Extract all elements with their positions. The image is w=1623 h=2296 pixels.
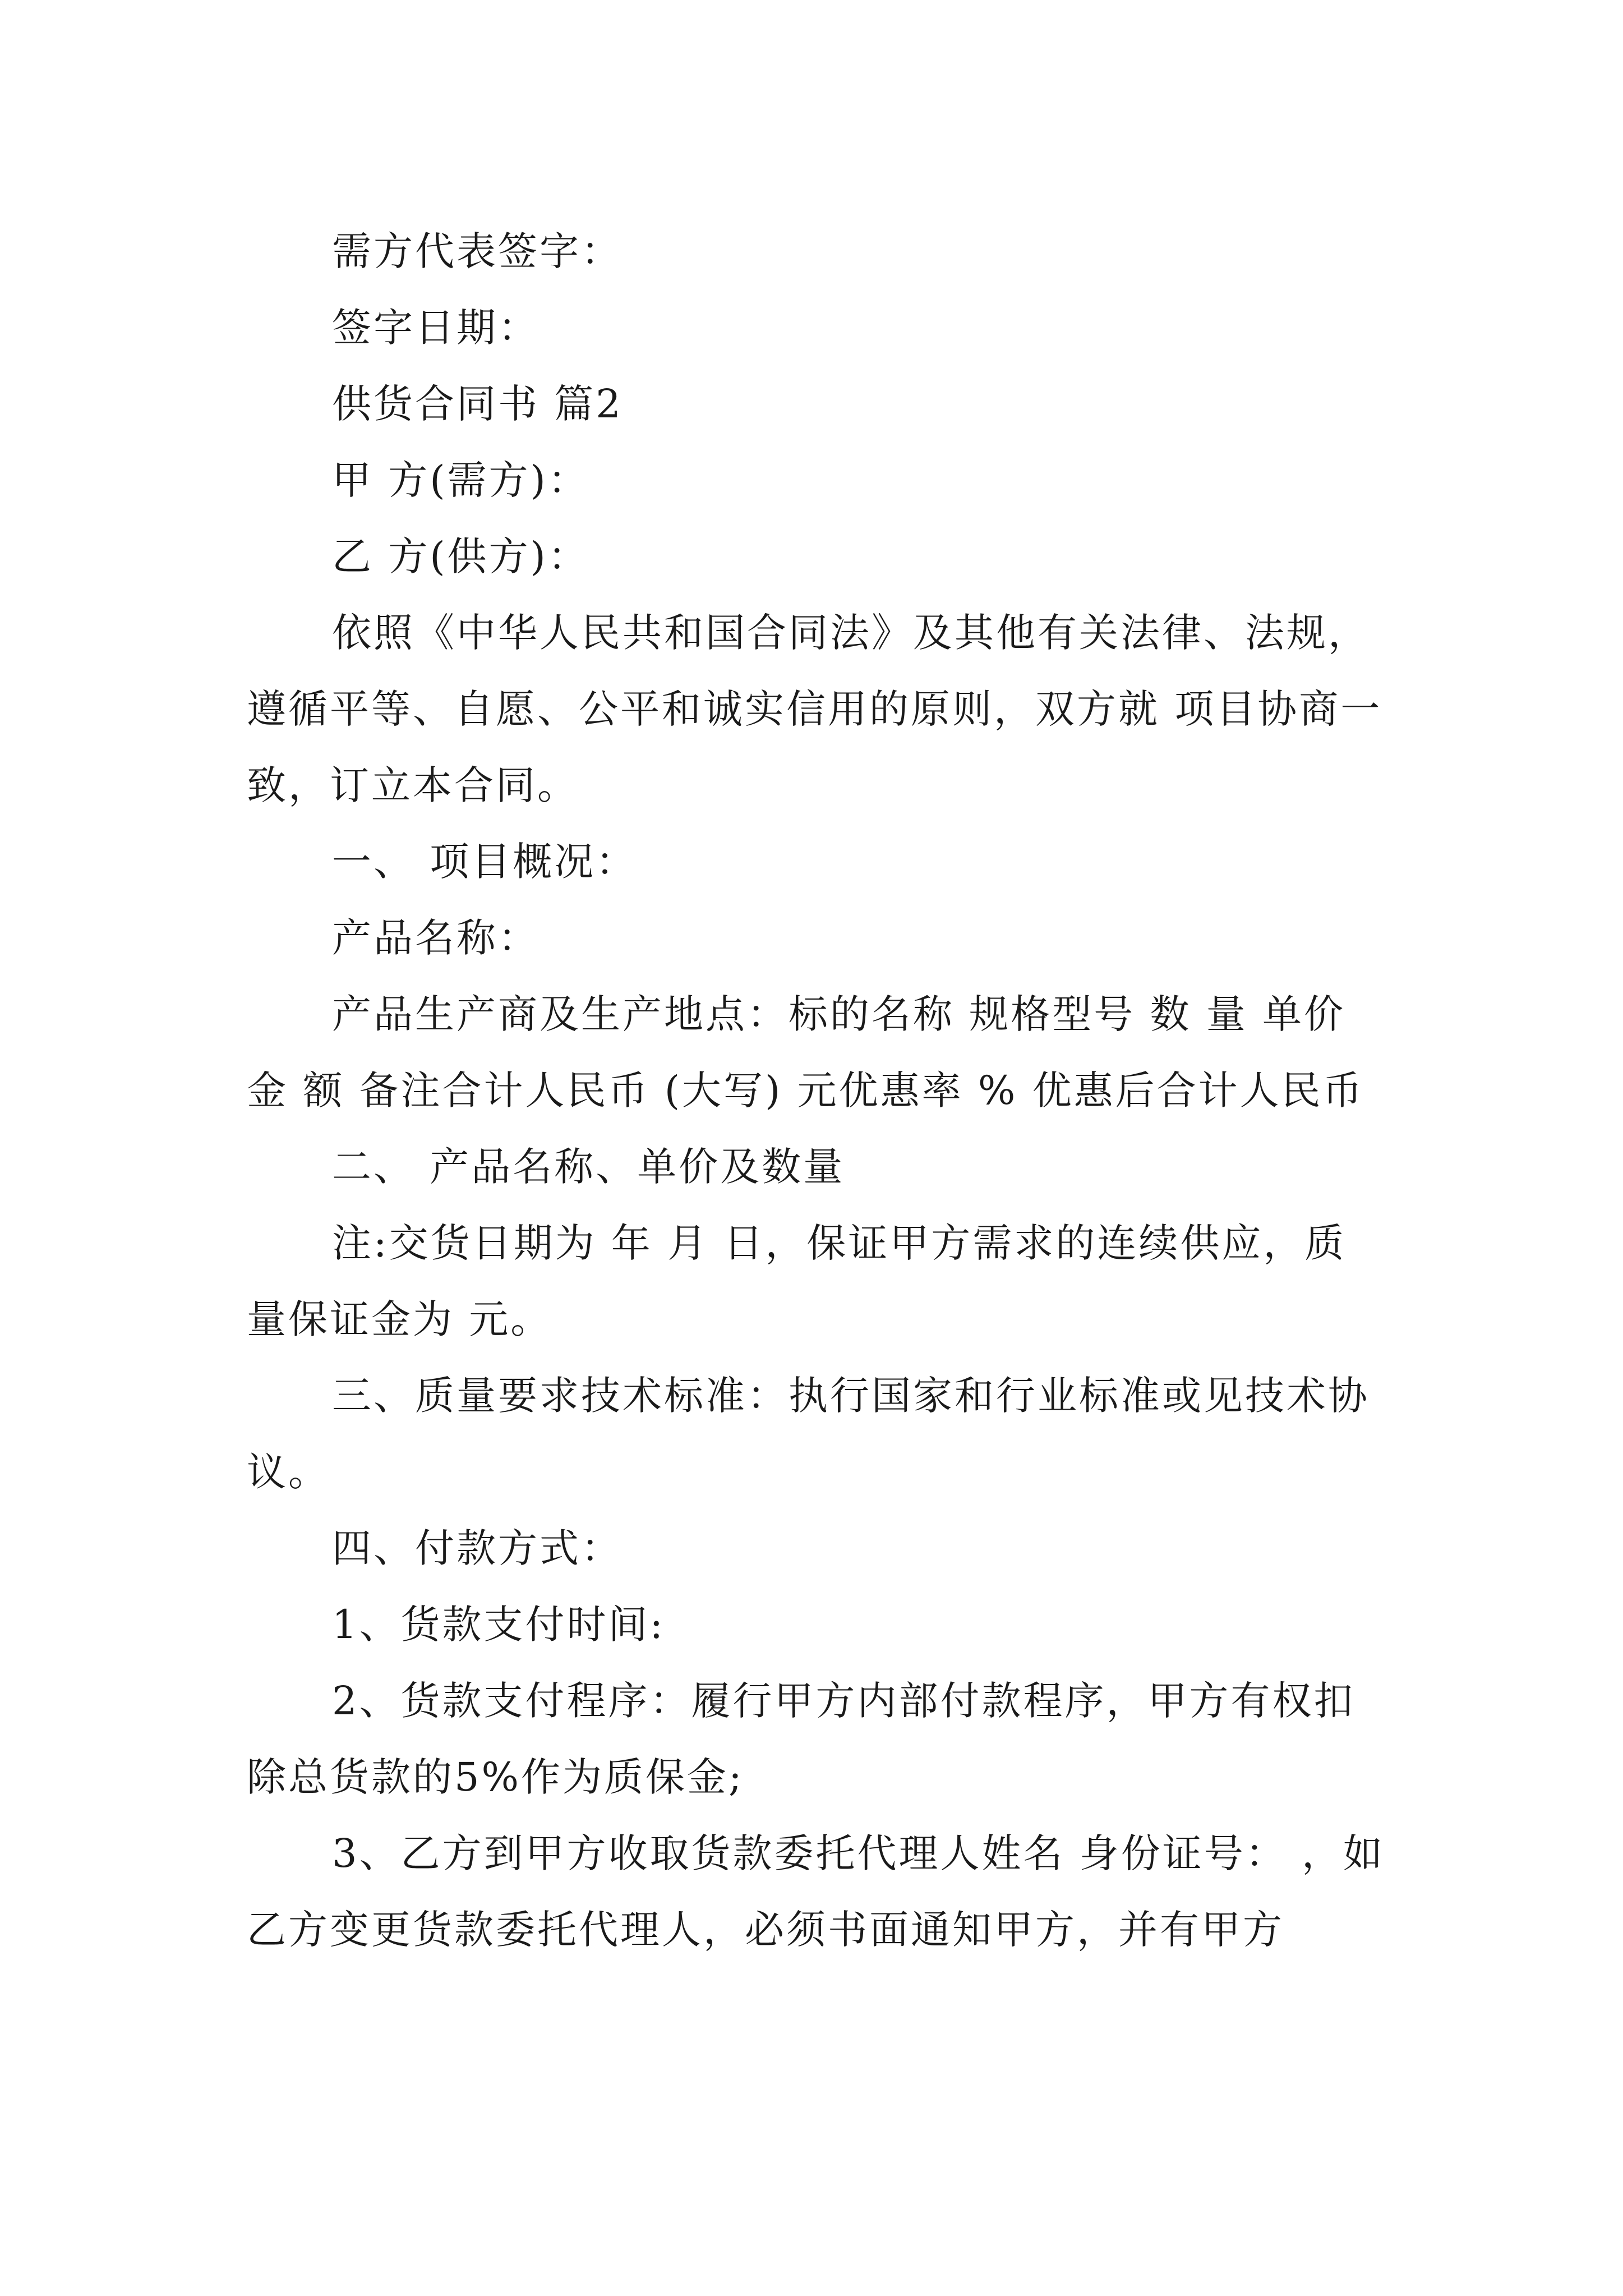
section-4-heading: 四、付款方式： — [332, 1525, 623, 1571]
payment-item-2: 2、货款支付程序：履行甲方内部付款程序，甲方有权扣除总货款的5%作为质保金; — [247, 1678, 1355, 1800]
party-b-line: 乙 方(供方)： — [332, 533, 589, 579]
contract-title: 供货合同书 篇2 — [332, 381, 623, 427]
buyer-rep-signature-line: 需方代表签字： — [332, 228, 623, 274]
section-2-heading: 二、 产品名称、单价及数量 — [332, 1144, 845, 1190]
document-body — [247, 213, 1385, 1968]
party-a-line: 甲 方(需方)： — [332, 457, 589, 503]
section-3-paragraph: 三、质量要求技术标准：执行国家和行业标准或见技术协议。 — [247, 1373, 1370, 1495]
product-manufacturer-paragraph: 产品生产商及生产地点：标的名称 规格型号 数 量 单价 金 额 备注合计人民币 (大写) 元优惠率 % 优惠后合计人民币 — [247, 991, 1364, 1114]
payment-item-3: 3、乙方到甲方收取货款委托代理人姓名 身份证号： ，如乙方变更货款委托代理人，必须书面通知甲方，并有甲方 — [247, 1830, 1385, 1953]
preamble-paragraph: 依照《中华人民共和国合同法》及其他有关法律、法规，遵循平等、自愿、公平和诚实信用的原则，双方就 项目协商一致，订立本合同。 — [247, 610, 1382, 808]
product-name-line: 产品名称： — [332, 915, 540, 961]
payment-item-1: 1、货款支付时间: — [332, 1602, 666, 1648]
signature-date-line: 签字日期： — [332, 305, 540, 351]
delivery-note-paragraph: 注:交货日期为 年 月 日，保证甲方需求的连续供应，质量保证金为 元。 — [247, 1220, 1347, 1342]
section-1-heading: 一、 项目概况： — [332, 839, 638, 885]
